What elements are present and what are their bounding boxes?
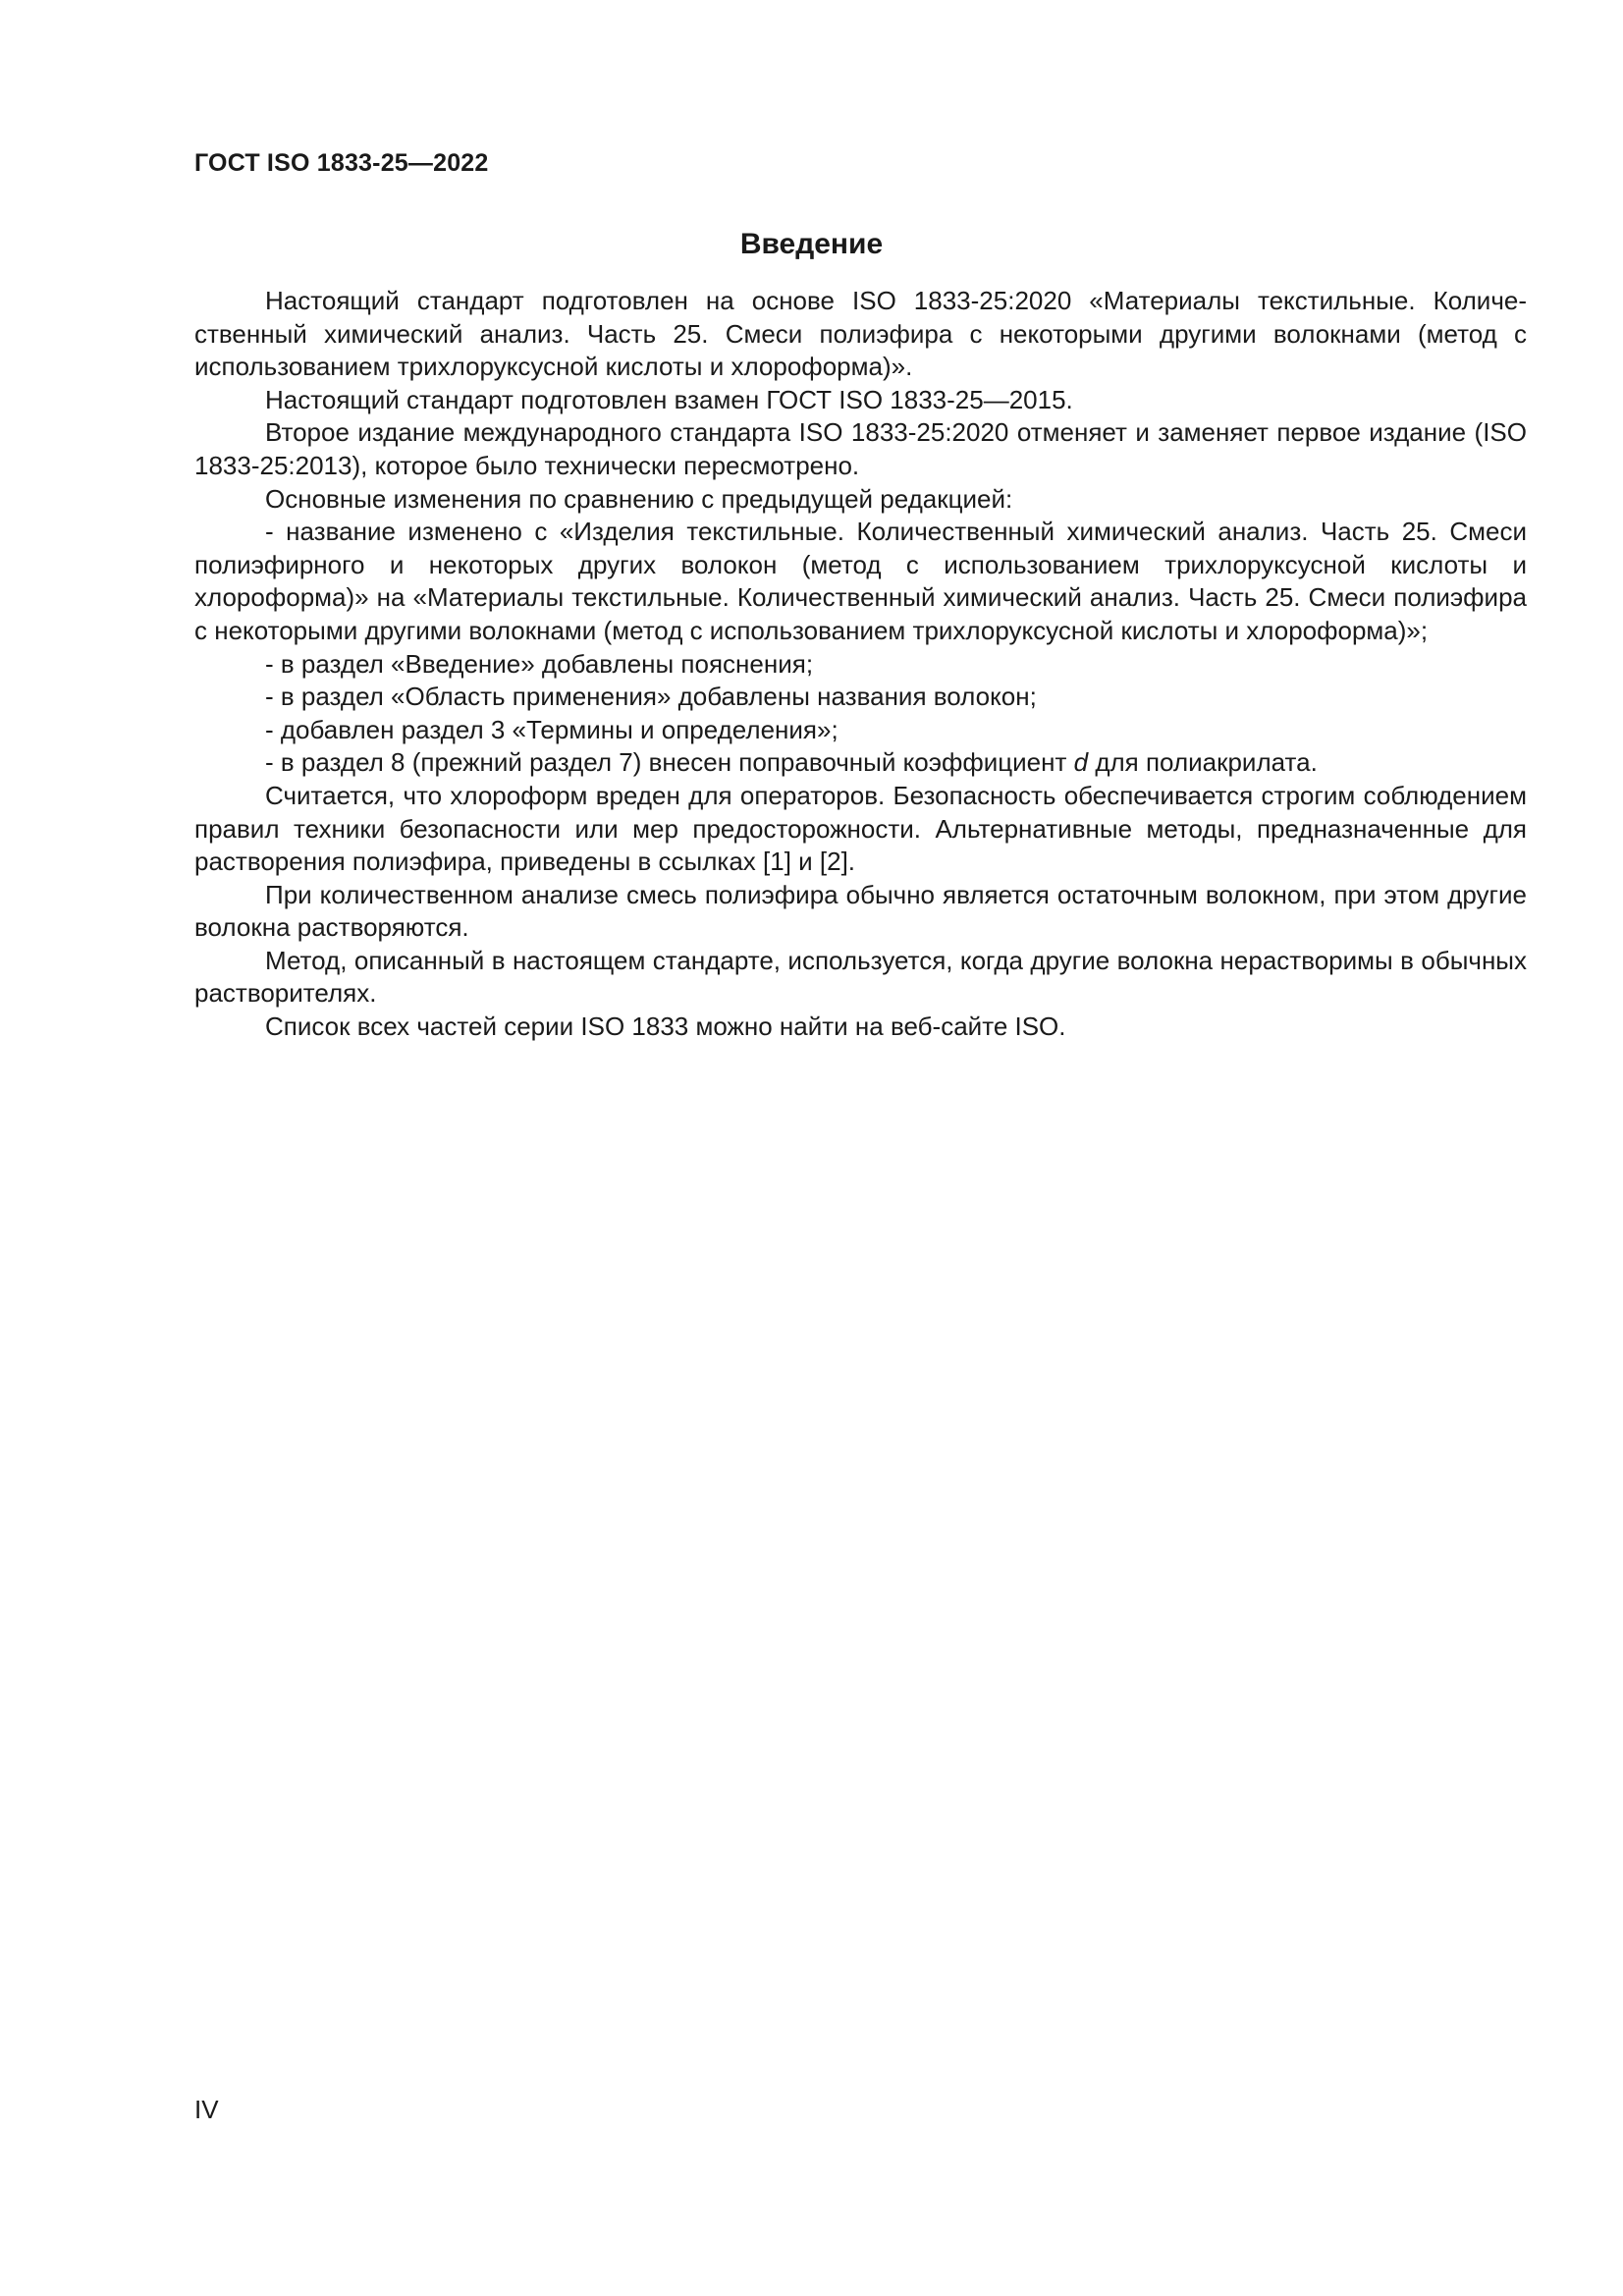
- paragraph-basis: Настоящий стандарт подготовлен на основе ISO 1833-25:2020 «Материалы текстильные. Количественный химический анализ. Часть 25. Смеси полиэфира с некоторыми другими волокнами (метод с использованием трихлоруксусной кислоты и хлороформа)».: [194, 286, 1527, 382]
- list-item-introduction: - в раздел «Введение» добавлены пояснения;: [265, 648, 814, 679]
- list-item-scope: - в раздел «Область применения» добавлены названия волокон;: [265, 682, 1037, 712]
- paragraph-residual-fiber: При количественном анализе смесь полиэфира обычно является остаточным волокном, при этом другие волокна растворяются.: [194, 879, 1527, 943]
- paragraph-method: Метод, описанный в настоящем стандарте, используется, когда другие волокна нерастворимы в обычных растворителях.: [194, 945, 1527, 1009]
- paragraph-second-edition: Второе издание международного стандарта ISO 1833-25:2020 отменяет и заменяет первое издание (ISO 1833-25:2013), которое было технически пересмотрено.: [194, 417, 1527, 480]
- section-title: Введение: [739, 228, 884, 260]
- page-number: IV: [194, 2095, 219, 2124]
- paragraph-changes-intro: Основные изменения по сравнению с предыдущей редакцией:: [265, 483, 1013, 514]
- introduction-body: [194, 285, 1527, 1044]
- paragraph-safety: Считается, что хлороформ вреден для операторов. Безопасность обеспечивается строгим соблюдением правил техники безопасности или мер предосторожности. Альтернативные методы, предназначенные для растворения полиэфира, приведены в ссылках [1] и [2].: [194, 780, 1527, 877]
- list-item-correction-text-b: для полиакрилата.: [1088, 747, 1318, 778]
- paragraph-series-list: Список всех частей серии ISO 1833 можно найти на веб-сайте ISO.: [265, 1011, 1066, 1042]
- paragraph-replaces: Настоящий стандарт подготовлен взамен ГОСТ ISO 1833-25—2015.: [265, 384, 1073, 414]
- list-item-title-change: - название изменено с «Изделия текстильные. Количественный химический анализ. Часть 25. Смеси полиэфирного и некоторых других волокон (метод с использованием трихлоруксусной кислоты и хлороформа)» на «Материалы текстильные. Количественный химический анализ. Часть 25. Смеси полиэфира с некоторыми другими волокнами (метод с использованием трихлоруксусной кислоты и хлороформа)»;: [194, 517, 1527, 645]
- coefficient-variable: d: [1073, 747, 1089, 778]
- list-item-correction-factor: [194, 746, 1527, 780]
- document-code-header: ГОСТ ISO 1833-25—2022: [194, 149, 489, 177]
- list-item-terms: - добавлен раздел 3 «Термины и определения»;: [265, 714, 839, 744]
- list-item-correction-text-a: - в раздел 8 (прежний раздел 7) внесен поправочный коэффициент: [265, 747, 1074, 778]
